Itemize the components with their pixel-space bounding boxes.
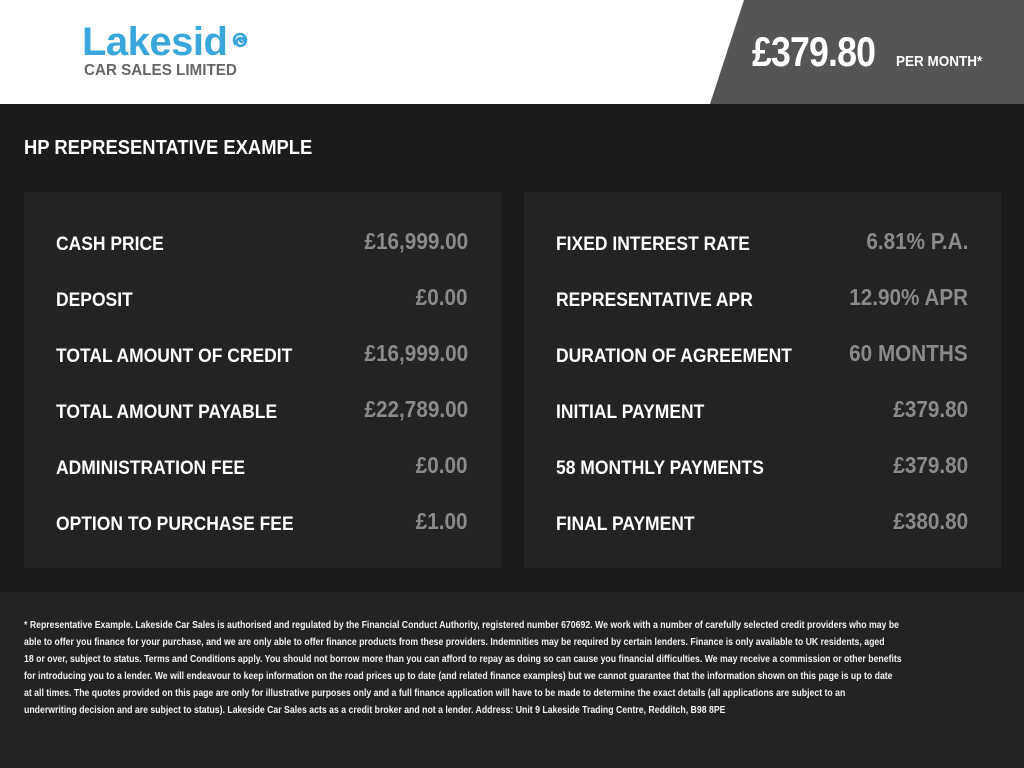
finance-value: £22,789.00 [364, 396, 468, 422]
disclaimer-line: able to offer you finance for your purchase, and we are only able to offer finance products from these providers. Indemnities may be required by certain lenders. Finance is only available to UK residents, aged [24, 636, 885, 648]
logo[interactable] [82, 22, 255, 80]
section-title: HP REPRESENTATIVE EXAMPLE [24, 137, 313, 159]
finance-row [556, 284, 968, 314]
finance-row [556, 396, 968, 426]
finance-value: 60 MONTHS [849, 340, 968, 366]
monthly-price: £379.80 [752, 28, 876, 75]
finance-value: 12.90% APR [849, 284, 968, 310]
finance-value: £16,999.00 [364, 228, 468, 254]
finance-value: £0.00 [416, 284, 468, 310]
finance-row [556, 228, 968, 258]
finance-value: £379.80 [893, 452, 968, 478]
finance-value: £380.80 [893, 508, 968, 534]
finance-row [56, 396, 468, 426]
finance-row [556, 508, 968, 538]
finance-label: 58 MONTHLY PAYMENTS [556, 458, 764, 479]
finance-label: FIXED INTEREST RATE [556, 234, 750, 255]
logo-subtitle: CAR SALES LIMITED [84, 62, 237, 79]
finance-row [56, 340, 468, 370]
finance-label: TOTAL AMOUNT PAYABLE [56, 402, 278, 423]
finance-row [56, 452, 468, 482]
finance-row [56, 508, 468, 538]
finance-label: ADMINISTRATION FEE [56, 458, 246, 479]
finance-label: DURATION OF AGREEMENT [556, 346, 792, 367]
finance-row [556, 452, 968, 482]
finance-value: 6.81% P.A. [865, 228, 968, 254]
per-month-label: PER MONTH* [896, 53, 983, 70]
logo-text: Lakesid [82, 20, 228, 64]
finance-value: £0.00 [416, 452, 468, 478]
finance-row [56, 228, 468, 258]
finance-row [556, 340, 968, 370]
disclaimer-line: at all times. The quotes provided on this page are only for illustrative purposes only and a full finance application will have to be made to determine the exact details (all applications are subject to an [24, 687, 846, 699]
finance-label: OPTION TO PURCHASE FEE [56, 514, 294, 535]
finance-label: CASH PRICE [56, 234, 164, 255]
finance-label: INITIAL PAYMENT [556, 402, 705, 423]
finance-label: TOTAL AMOUNT OF CREDIT [56, 346, 293, 367]
finance-value: £379.80 [893, 396, 968, 422]
swirl-icon [229, 29, 255, 55]
finance-panel-left [24, 192, 501, 568]
finance-value: £16,999.00 [364, 340, 468, 366]
finance-value: £1.00 [416, 508, 468, 534]
disclaimer-line: 18 or over, subject to status. Terms and Conditions apply. You should not borrow more than you can afford to repay as doing so can cause you financial difficulties. We may receive a commission or other benefits [24, 653, 902, 665]
finance-label: REPRESENTATIVE APR [556, 290, 753, 311]
disclaimer-line: for introducing you to a lender. We will endeavour to keep information on the road prices up to date (and related finance examples) but we cannot guarantee that the information shown on this page is up to date [24, 670, 893, 682]
finance-panel-right [524, 192, 1001, 568]
finance-label: DEPOSIT [56, 290, 133, 311]
finance-row [56, 284, 468, 314]
disclaimer-line: * Representative Example. Lakeside Car Sales is authorised and regulated by the Financial Conduct Authority, registered number 670692. We work with a number of carefully selected credit providers who may be [24, 619, 900, 631]
disclaimer [24, 617, 902, 719]
finance-label: FINAL PAYMENT [556, 514, 695, 535]
disclaimer-line: underwriting decision and are subject to status). Lakeside Car Sales acts as a credit broker and not a lender. Address: Unit 9 Lakeside Trading Centre, Redditch, B98 8PE [24, 704, 726, 716]
